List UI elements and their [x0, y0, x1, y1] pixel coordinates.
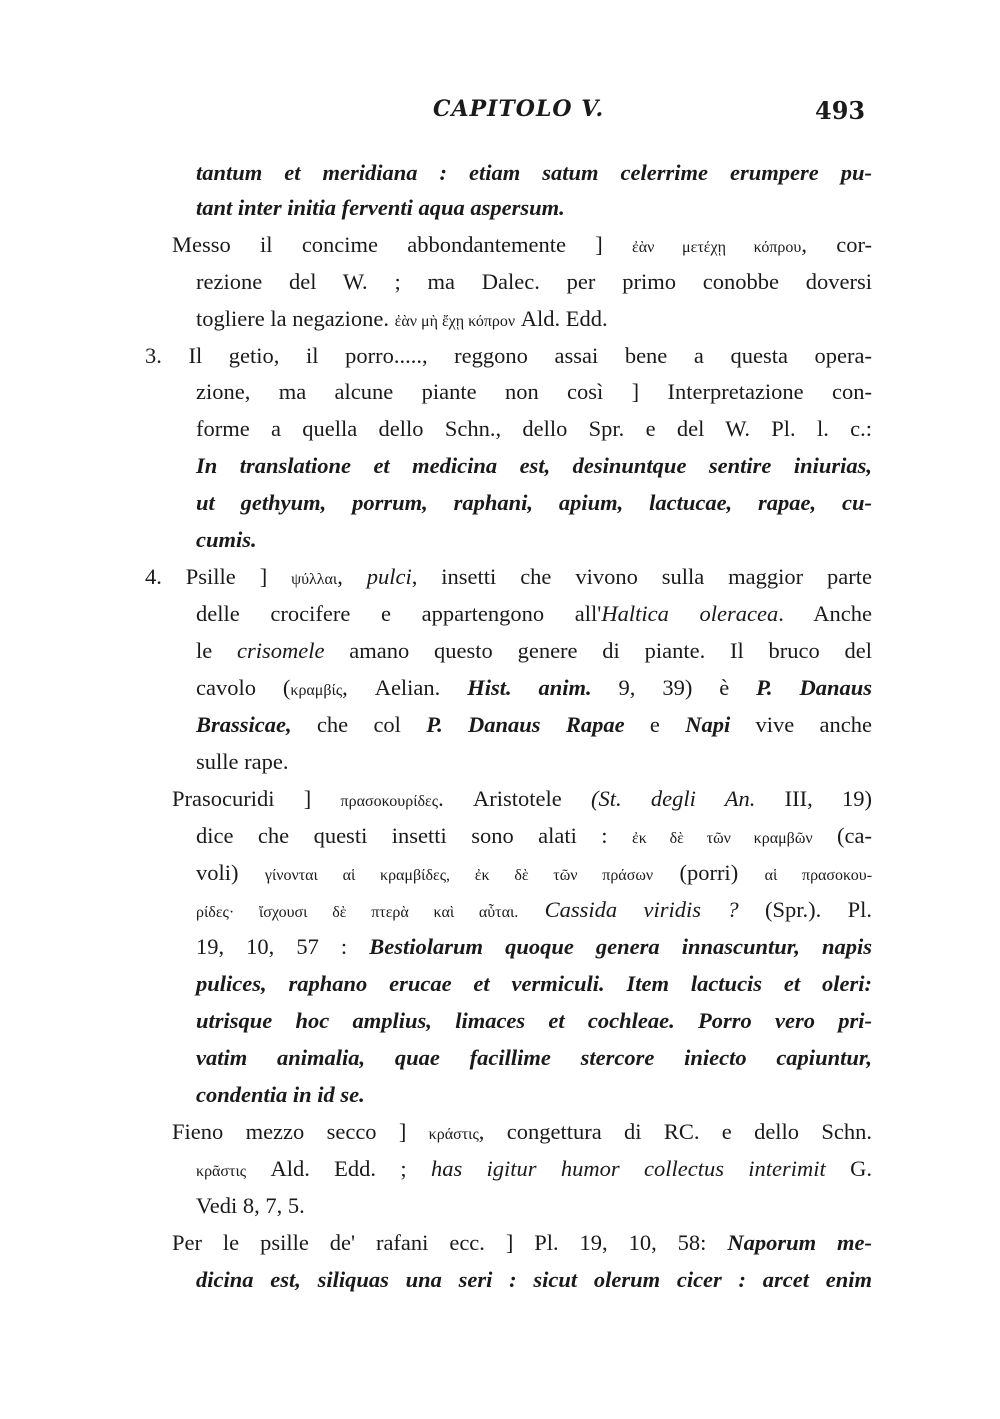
text-segment: 19, 10, 57 : [196, 934, 370, 959]
text-line [196, 598, 872, 630]
text-line [145, 561, 872, 593]
text-line [145, 340, 872, 372]
text-segment: Ald. Edd. ; [246, 1156, 431, 1181]
text-line [196, 1005, 872, 1037]
text-segment: cavolo ( [196, 675, 291, 700]
text-segment: vatim animalia, quae facillime stercore iniecto capiuntur, [196, 1045, 872, 1070]
text-segment: , cor- [801, 232, 872, 257]
text-segment: Cassida viridis ? [544, 897, 739, 922]
text-segment: e [624, 712, 686, 737]
text-segment: tantum et meridiana : etiam satum celerrime erumpere pu- [196, 160, 872, 185]
text-line [172, 1227, 872, 1259]
text-segment: Brassicae, [196, 712, 292, 737]
text-line [196, 672, 872, 704]
text-line [196, 857, 872, 889]
text-segment: togliere la negazione. [196, 306, 395, 331]
text-segment: che col [291, 712, 427, 737]
text-segment: III, 19) [755, 786, 872, 811]
text-line [196, 968, 872, 1000]
text-segment: dicina est, siliquas una seri : sicut olerum cicer : arcet enim [196, 1267, 872, 1292]
greek-text: κράστις [428, 1126, 479, 1143]
text-segment: tant inter initia ferventi aqua aspersum. [196, 195, 565, 220]
text-segment: vive anche [730, 712, 873, 737]
text-segment: le [196, 638, 238, 663]
text-segment: Hist. anim. [467, 675, 592, 700]
text-line [196, 709, 872, 741]
text-line [196, 266, 872, 298]
text-segment: P. Danaus [756, 675, 872, 700]
text-line [196, 413, 872, 445]
text-line [196, 192, 565, 224]
greek-text: κρᾶστις [196, 1163, 247, 1180]
text-segment: Haltica oleracea [601, 601, 779, 626]
text-segment: (porri) [653, 860, 765, 885]
text-line [196, 487, 872, 519]
text-segment: ut gethyum, porrum, raphani, apium, lactucae, rapae, cu- [196, 490, 872, 515]
text-segment: Vedi 8, 7, 5. [196, 1193, 305, 1218]
text-segment: Fieno mezzo secco ] [172, 1119, 429, 1144]
page-number: 493 [815, 96, 866, 125]
greek-text: ψύλλαι [291, 571, 338, 588]
text-segment: In translatione et medicina est, desinuntque sentire iniurias, [196, 453, 872, 478]
text-segment: crisomele [237, 638, 325, 663]
text-segment: Bestiolarum quoque genera innascuntur, napis [369, 934, 872, 959]
text-segment: pulices, raphano erucae et vermiculi. Item lactucis et oleri: [196, 971, 872, 996]
text-line [196, 1079, 365, 1111]
text-line [196, 746, 288, 778]
text-segment: pulci [366, 564, 412, 589]
text-segment: amano questo genere di piante. Il bruco del [324, 638, 872, 663]
text-segment: dice che questi insetti sono alati : [196, 823, 632, 848]
text-segment: rezione del W. ; ma Dalec. per primo conobbe doversi [196, 269, 872, 294]
text-segment: 4. Psille ] [145, 564, 292, 589]
text-segment: G. [825, 1156, 873, 1181]
text-line [172, 1116, 872, 1148]
text-segment: , Aelian. [342, 675, 468, 700]
text-segment: voli) [196, 860, 265, 885]
greek-text: πρασοκουρίδες [340, 793, 439, 810]
text-segment: , [337, 564, 367, 589]
text-line [196, 524, 257, 556]
text-segment [518, 897, 544, 922]
greek-text: ἐὰν μὴ ἔχῃ κόπρον [394, 313, 516, 330]
greek-text: αἱ πρασοκου- [764, 867, 873, 884]
text-segment: . Anche [778, 601, 872, 626]
text-segment: zione, ma alcune piante non così ] Interpretazione con- [196, 379, 872, 404]
text-line [196, 450, 872, 482]
text-segment: forme a quella dello Schn., dello Spr. e del W. Pl. l. c.: [196, 416, 872, 441]
greek-text: ρίδες· ἴσχουσι δὲ πτερὰ καὶ αὗται. [196, 904, 519, 921]
text-line [172, 229, 872, 261]
text-segment: Naporum me- [727, 1230, 872, 1255]
text-segment: (St. degli An. [591, 786, 756, 811]
greek-text: γίνονται αἱ κραμβίδες, ἐκ δὲ τῶν πράσων [264, 867, 654, 884]
text-segment: (ca- [812, 823, 872, 848]
text-segment: Per le psille de' rafani ecc. ] Pl. 19, 10, 58: [172, 1230, 728, 1255]
text-line [196, 931, 872, 963]
text-segment: Prasocuridi ] [172, 786, 341, 811]
text-segment: Messo il concime abbondantemente ] [172, 232, 633, 257]
text-line [172, 783, 872, 815]
text-line [196, 820, 872, 852]
text-segment: utrisque hoc amplius, limaces et cochleae. Porro vero pri- [196, 1008, 872, 1033]
text-segment: , congettura di RC. e dello Schn. [478, 1119, 872, 1144]
running-header-title: CAPITOLO V. [433, 96, 605, 122]
text-line [196, 1153, 872, 1185]
text-segment: Napi [685, 712, 731, 737]
text-segment: . Aristotele [438, 786, 591, 811]
text-line [196, 1042, 872, 1074]
greek-text: ἐὰν μετέχῃ κόπρου [632, 239, 802, 256]
text-segment: sulle rape. [196, 749, 289, 774]
text-segment: 3. Il getio, il porro....., reggono assai bene a questa opera- [145, 343, 872, 368]
text-line [196, 157, 872, 189]
text-line [196, 1264, 872, 1296]
text-segment: cumis. [196, 527, 257, 552]
text-segment: condentia in id se. [196, 1082, 365, 1107]
text-segment: , insetti che vivono sulla maggior parte [411, 564, 872, 589]
text-line [196, 376, 872, 408]
text-segment: delle crocifere e appartengono all' [196, 601, 602, 626]
text-segment: P. Danaus Rapae [426, 712, 625, 737]
greek-text: κραμβίς [290, 682, 343, 699]
text-segment: 9, 39) è [591, 675, 757, 700]
text-line [196, 894, 872, 926]
greek-text: ἐκ δὲ τῶν κραμβῶν [632, 830, 813, 847]
text-line [196, 303, 608, 335]
text-line [196, 635, 872, 667]
text-segment: (Spr.). Pl. [738, 897, 873, 922]
text-segment: has igitur humor collectus interimit [430, 1156, 826, 1181]
text-line [196, 1190, 305, 1222]
text-segment: Ald. Edd. [515, 306, 608, 331]
